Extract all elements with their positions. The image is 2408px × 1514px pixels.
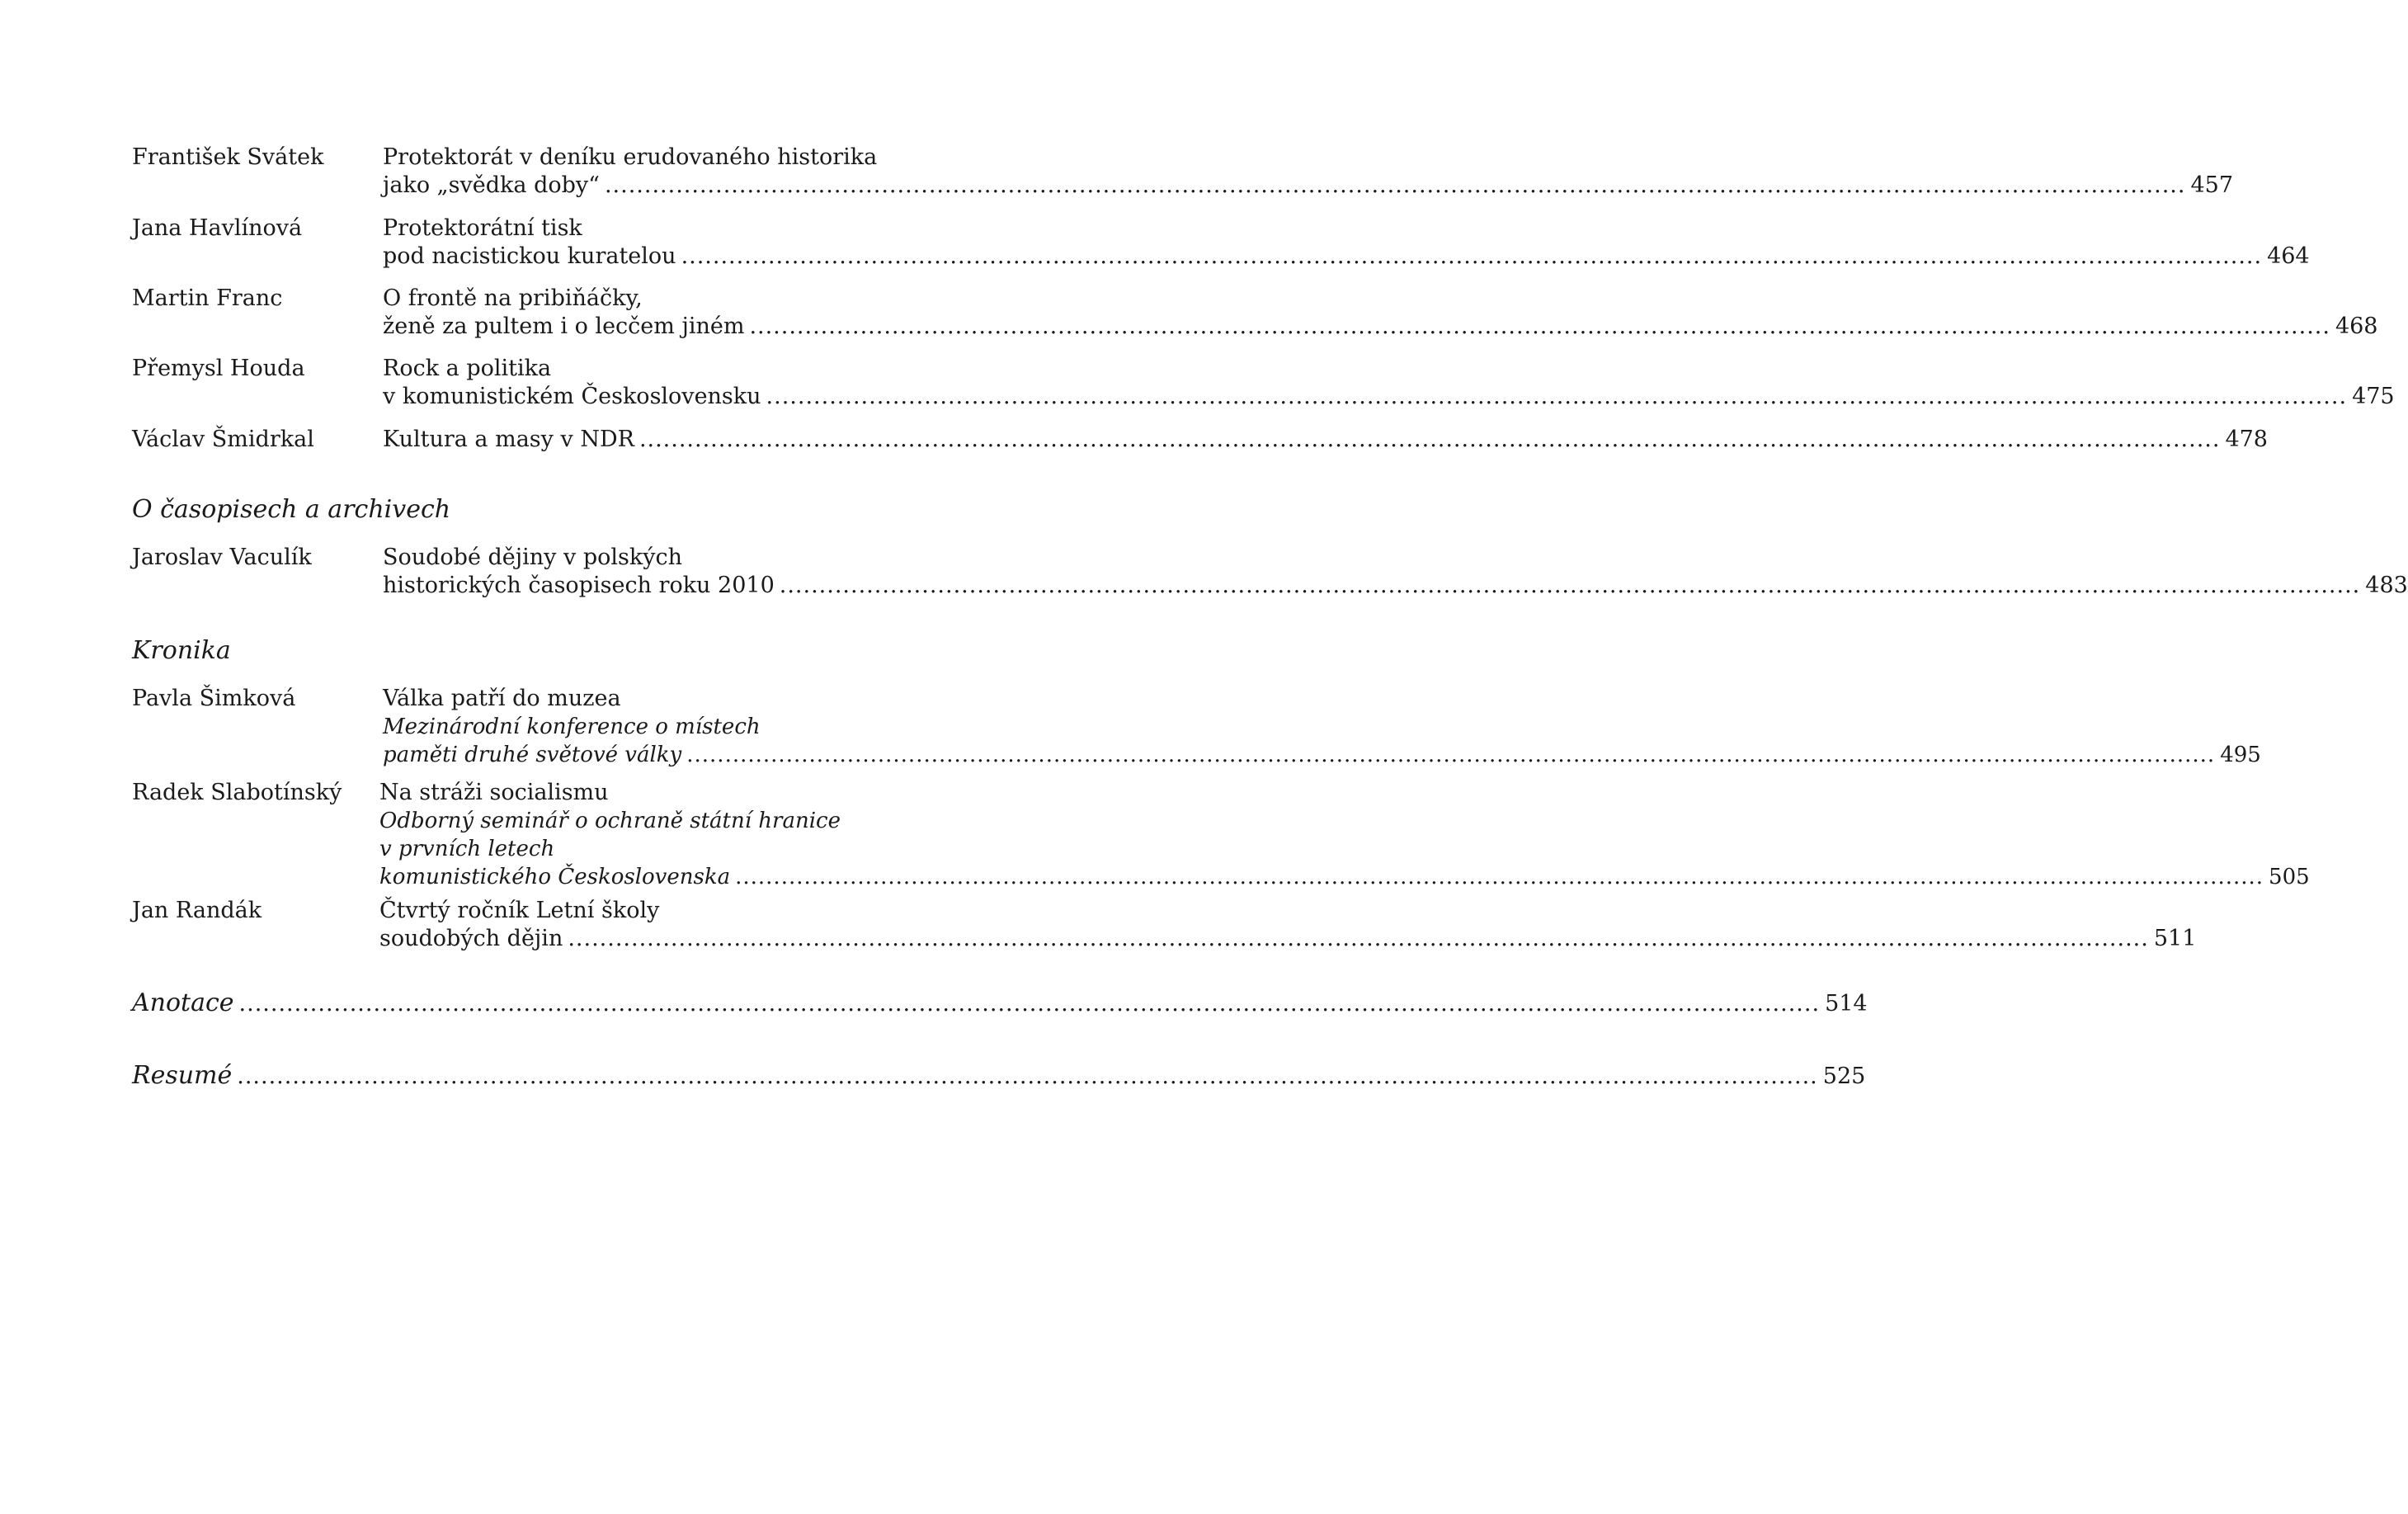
entry-title-line <box>383 544 932 572</box>
entry-title-text: Válka patří do muzea <box>383 686 621 711</box>
entry-title-line <box>383 172 2234 200</box>
entry-title-text: soudobých dějin <box>379 926 563 951</box>
entry-title-line <box>379 925 2197 953</box>
entry-title-text: jako „svědka doby“ <box>383 172 600 198</box>
entry-page-number: 478 <box>2225 427 2268 452</box>
entry-author: Václav Šmidrkal <box>132 427 314 452</box>
entry-title-line <box>383 285 932 313</box>
entry-title-line <box>383 572 2408 600</box>
dot-leader: ........................................................................................................................................................................................................ <box>639 427 2221 452</box>
entry-titles <box>383 285 2378 341</box>
dot-leader: ........................................................................................................................................................................................................ <box>779 573 2361 598</box>
entry-titles <box>383 426 2268 454</box>
entry-subtitle-text: v prvních letech <box>379 837 555 861</box>
entry-title-text: Protektorátní tisk <box>383 215 582 241</box>
entry-titles <box>383 215 2310 271</box>
dot-leader: ........................................................................................................................................................................................................ <box>237 1064 1818 1089</box>
anotace-label: Anotace <box>132 988 234 1017</box>
resume-label: Resumé <box>132 1061 233 1090</box>
entry-titles <box>383 685 2261 769</box>
dot-leader: ........................................................................................................................................................................................................ <box>735 865 2264 889</box>
entry-page-number: 483 <box>2365 573 2408 598</box>
toc-anotace <box>132 988 1868 1019</box>
entry-author: Pavla Šimková <box>132 686 296 711</box>
entry-author: Jan Randák <box>132 898 262 923</box>
entry-title-text: Rock a politika <box>383 356 552 381</box>
entry-title-text: pod nacistickou kuratelou <box>383 243 676 269</box>
entry-author: Martin Franc <box>132 285 283 311</box>
entry-title-line <box>383 685 932 713</box>
entry-title-text: v komunistickém Československu <box>383 384 761 409</box>
entry-page-number: 468 <box>2335 314 2378 339</box>
entry-title-line <box>379 779 932 807</box>
entry-titles <box>379 779 2310 891</box>
entry-title-text: historických časopisech roku 2010 <box>383 573 775 598</box>
dot-leader: ........................................................................................................................................................................................................ <box>681 243 2263 269</box>
entry-title-line <box>383 355 932 383</box>
entry-subtitle-text: Odborný seminář o ochraně státní hranice <box>379 809 841 833</box>
entry-page-number: 495 <box>2220 743 2261 767</box>
entry-title-line <box>383 243 2310 271</box>
entry-author: Přemysl Houda <box>132 356 305 381</box>
entry-subtitle-line <box>379 835 932 863</box>
entry-page-number: 505 <box>2269 865 2310 889</box>
section-heading-casopisy: O časopisech a archivech <box>132 495 451 524</box>
entry-author: Jaroslav Vaculík <box>132 545 312 570</box>
toc-resume <box>132 1060 1866 1092</box>
entry-title-text: Čtvrtý ročník Letní školy <box>379 898 660 923</box>
entry-subtitle-line <box>383 713 932 741</box>
entry-author: Radek Slabotínský <box>132 780 342 805</box>
entry-title-text: ženě za pultem i o lecčem jiném <box>383 314 745 339</box>
entry-title-line <box>383 215 932 243</box>
entry-titles <box>379 897 2197 953</box>
entry-page-number: 511 <box>2153 926 2197 951</box>
entry-titles <box>383 544 2408 600</box>
entry-subtitle-text: Mezinárodní konference o místech <box>383 715 761 739</box>
dot-leader: ........................................................................................................................................................................................................ <box>686 743 2216 767</box>
entry-subtitle-line <box>383 741 2261 769</box>
section-heading-kronika: Kronika <box>132 636 231 665</box>
anotace-page-number: 514 <box>1825 991 1868 1016</box>
entry-titles <box>383 355 2395 411</box>
entry-title-line <box>383 144 932 172</box>
dot-leader: ........................................................................................................................................................................................................ <box>604 172 2186 198</box>
entry-title-text: Protektorát v deníku erudovaného historika <box>383 144 878 170</box>
entry-page-number: 457 <box>2190 172 2234 198</box>
dot-leader: ........................................................................................................................................................................................................ <box>766 384 2348 409</box>
entry-author: Jana Havlínová <box>132 215 303 241</box>
entry-title-text: Soudobé dějiny v polských <box>383 545 683 570</box>
entry-subtitle-line <box>379 863 2310 891</box>
entry-title-line <box>379 897 932 925</box>
table-of-contents-page <box>132 0 2408 1514</box>
entry-title-line <box>383 426 2268 454</box>
entry-subtitle-line <box>379 807 932 835</box>
entry-title-text: Kultura a masy v NDR <box>383 427 634 452</box>
resume-page-number: 525 <box>1822 1064 1866 1089</box>
entry-subtitle-text: paměti druhé světové války <box>383 743 682 767</box>
entry-author: František Svátek <box>132 144 324 170</box>
entry-title-text: O frontě na pribiňáčky, <box>383 285 643 311</box>
entry-page-number: 475 <box>2352 384 2395 409</box>
dot-leader: ........................................................................................................................................................................................................ <box>568 926 2149 951</box>
dot-leader: ........................................................................................................................................................................................................ <box>749 314 2330 339</box>
entry-title-line <box>383 313 2378 341</box>
entry-subtitle-text: komunistického Československa <box>379 865 731 889</box>
entry-title-text: Na stráži socialismu <box>379 780 609 805</box>
entry-title-line <box>383 383 2395 411</box>
dot-leader: ........................................................................................................................................................................................................ <box>238 991 1821 1016</box>
entry-titles <box>383 144 2234 200</box>
entry-page-number: 464 <box>2267 243 2310 269</box>
